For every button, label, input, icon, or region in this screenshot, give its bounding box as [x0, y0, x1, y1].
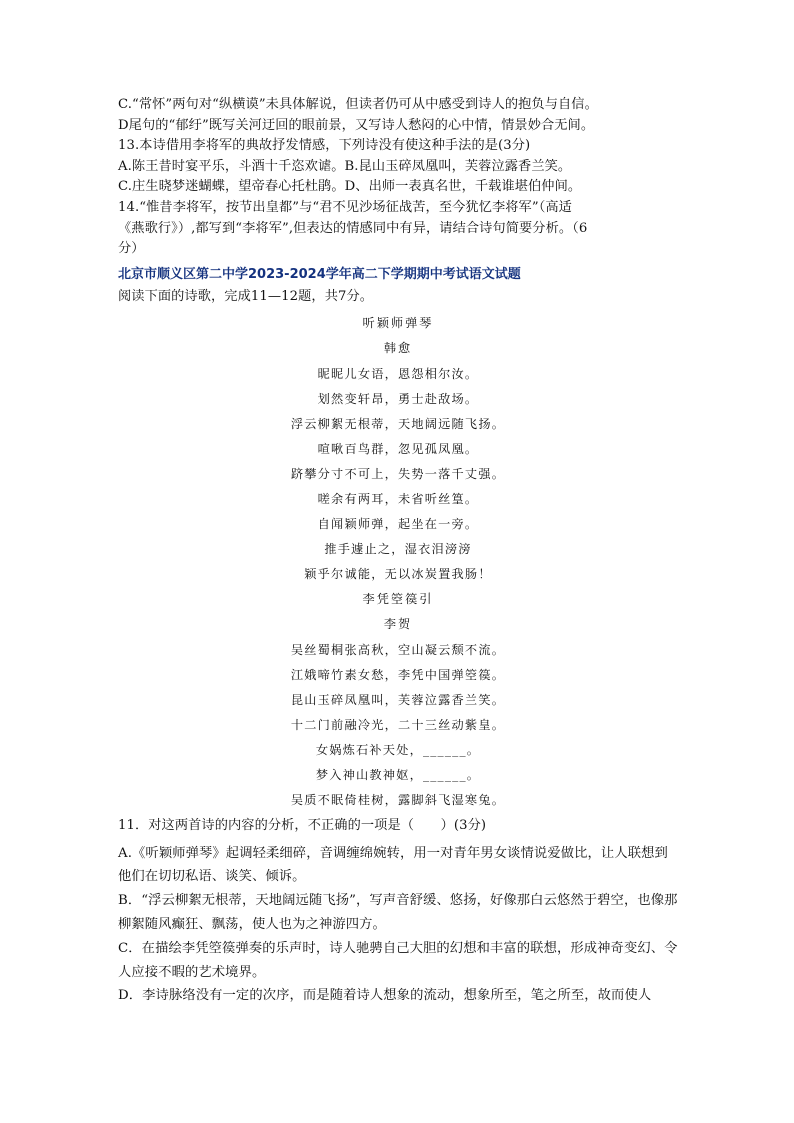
question-11-option-c: C．在描绘李凭箜篌弹奏的乐声时，诗人驰骋自己大胆的幻想和丰富的联想，形成神奇变幻、令人应接不暇的艺术境界。 — [118, 940, 678, 980]
question-14-line-2: 《燕歌行》）,都写到“李将军”,但表达的情感同中有异，请结合诗句简要分析。（6 — [118, 220, 588, 236]
poem-1-author: 韩愈 — [383, 341, 413, 356]
poem-2-line: 昆山玉碎凤凰叫，芙蓉泣露香兰笑。 — [290, 692, 506, 707]
question-14-line-3: 分） — [118, 241, 145, 257]
poem-1-line: 划然变轩昂，勇士赴敌场。 — [317, 391, 479, 406]
question-11-options — [118, 842, 678, 1009]
poem-1-line: 颖乎尔诚能，无以冰炭置我肠！ — [304, 567, 492, 582]
poem-section — [118, 311, 678, 813]
question-14-line-1: 14.“惟昔李将军，按节出皇都”与“君不见沙场征战苦，至今犹忆李将军”（高适 — [118, 199, 572, 215]
question-11 — [118, 816, 678, 1008]
question-13-options-ab: A.陈王昔时宴平乐，斗酒十千恣欢谑。B.昆山玉碎凤凰叫，芙蓉泣露香兰笑。 — [118, 158, 572, 174]
poem-2-line: 十二门前融冷光，二十三丝动紫皇。 — [290, 717, 506, 732]
option-line: C.“常怀”两句对“纵横谟”未具体解说，但读者仍可从中感受到诗人的抱负与自信。 — [118, 97, 598, 112]
poem-2-line-blank: 梦入神山教神妪，______。 — [315, 768, 481, 783]
question-11-stem: 11．对这两首诗的内容的分析，不正确的一项是（ ）(3分) — [118, 818, 487, 834]
question-11-option-a: A.《听颖师弹琴》起调轻柔细碎，音调缠绵婉转，用一对青年男女谈情说爱做比，让人联想到他们在切切私语、谈笑、倾诉。 — [118, 845, 668, 885]
poem-1-line: 喧啾百鸟群，忽见孤凤凰。 — [317, 441, 479, 456]
poem-2-line: 吴丝蜀桐张高秋，空山凝云颓不流。 — [290, 642, 506, 657]
reading-instruction: 阅读下面的诗歌，完成11—12题，共7分。 — [118, 288, 374, 304]
poem-2-title: 李凭箜篌引 — [362, 592, 434, 607]
poem-1-line: 自闻颖师弹，起坐在一旁。 — [317, 517, 479, 532]
poem-1-line: 跻攀分寸不可上，失势一落千丈强。 — [290, 466, 506, 481]
poem-1-line: 浮云柳絮无根蒂，天地阔远随飞扬。 — [290, 416, 506, 431]
question-11-option-b: B．“浮云柳絮无根蒂，天地阔远随飞扬”，写声音舒缓、悠扬，好像那白云悠然于碧空，也像那柳絮随风癫狂、飘荡，使人也为之神游四方。 — [118, 893, 678, 932]
poem-1-line: 推手遽止之，湿衣泪滂滂 — [324, 542, 472, 557]
document-body — [118, 95, 678, 1008]
poem-2-line: 吴质不眠倚桂树，露脚斜飞湿寒兔。 — [290, 793, 506, 808]
poem-1-title: 听颖师弹琴 — [362, 316, 434, 331]
poem-1-line: 昵昵儿女语，恩怨相尔汝。 — [317, 366, 479, 381]
exam-source-title: 北京市顺义区第二中学2023-2024学年高二下学期期中考试语文试题 — [118, 266, 521, 282]
question-11-option-d: D．李诗脉络没有一定的次序，而是随着诗人想象的流动，想象所至，笔之所至，故而使人 — [118, 988, 652, 1004]
previous-questions — [118, 95, 678, 260]
poem-2-author: 李贺 — [383, 617, 413, 632]
question-13-stem: 13.本诗借用李将军的典故抒发情感，下列诗没有使这种手法的是(3分) — [118, 138, 531, 154]
poem-1-line: 嗟余有两耳，未省听丝篁。 — [317, 492, 479, 506]
poem-2-line-blank: 女娲炼石补天处，______。 — [315, 742, 481, 757]
option-line: D尾句的“郁纡”既写关河迂回的眼前景，又写诗人愁闷的心中情，情景妙合无间。 — [118, 117, 595, 133]
poem-2-line: 江娥啼竹素女愁，李凭中国弹箜篌。 — [290, 667, 506, 682]
question-13-options-cd: C.庄生晓梦迷蝴蝶，望帝春心托杜鹃。D、出师一表真名世，千载谁堪伯仲间。 — [118, 179, 582, 195]
